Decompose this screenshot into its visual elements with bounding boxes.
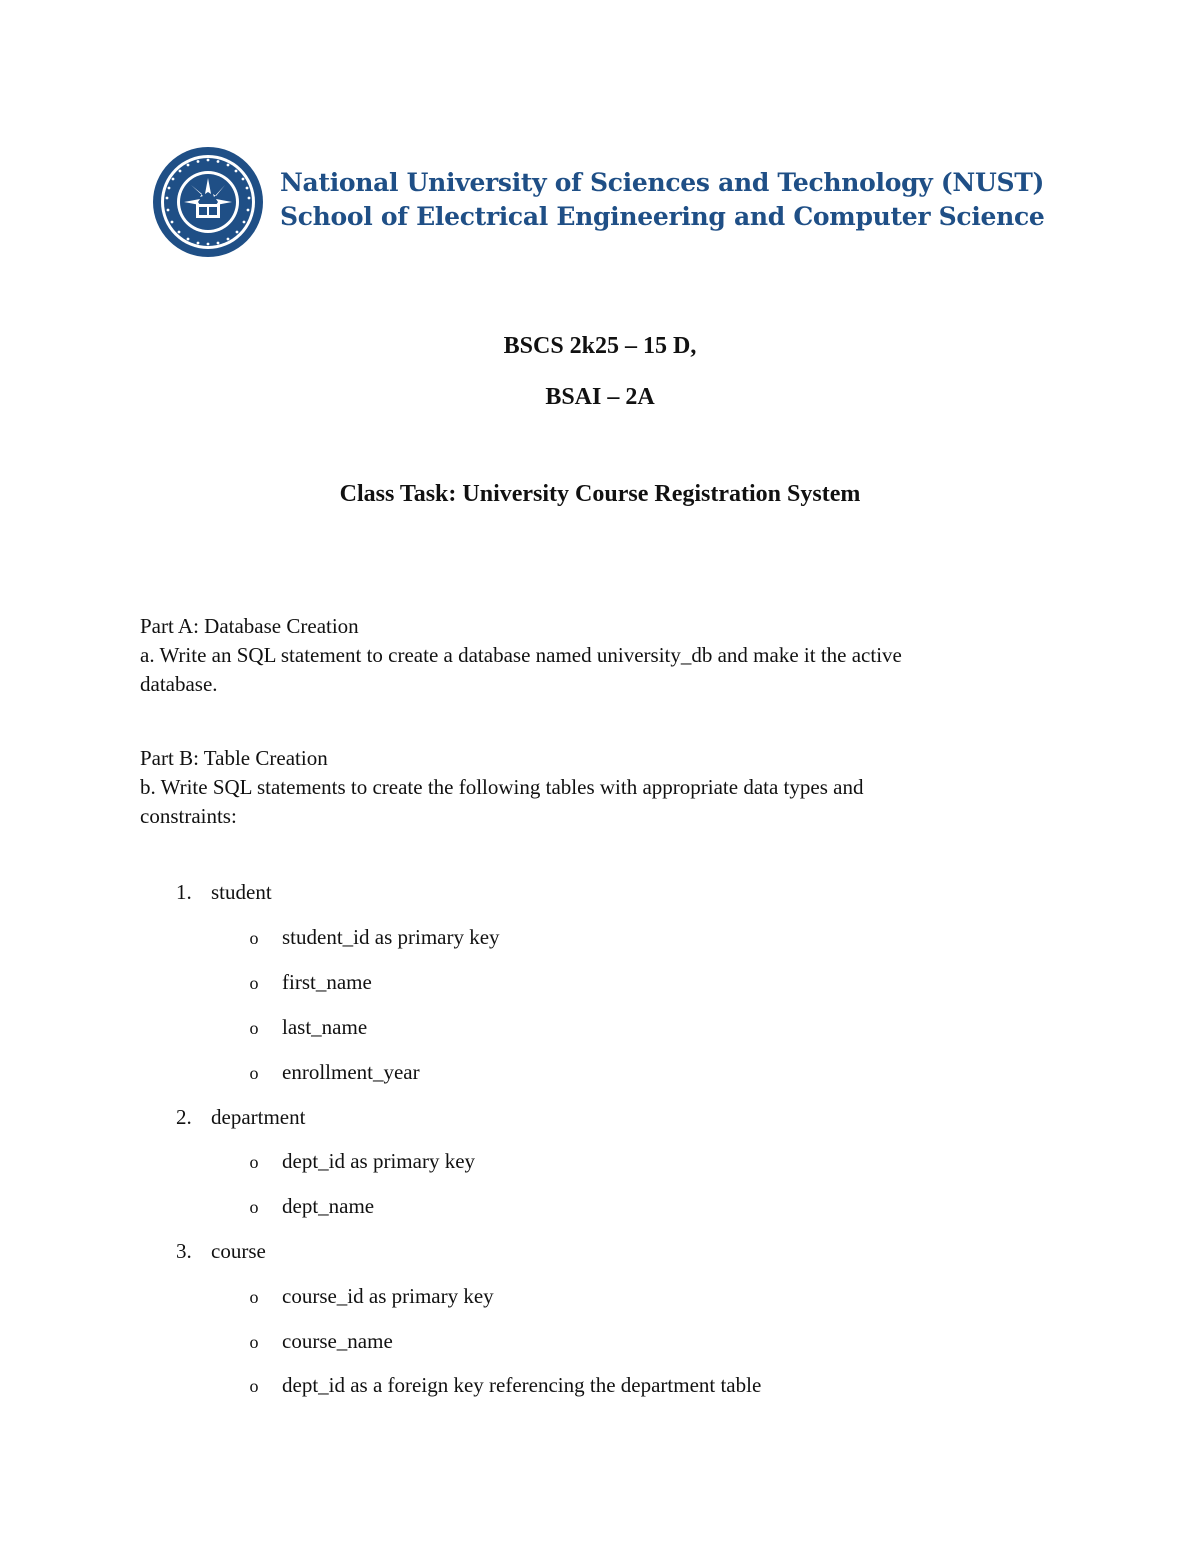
- part-a-heading: Part A: Database Creation: [140, 614, 359, 638]
- part-b-instruction-line2: constraints:: [140, 804, 237, 828]
- field-item: [0, 967, 1200, 997]
- letterhead-text: [280, 166, 1045, 234]
- bullet-icon: o: [249, 1018, 259, 1038]
- task-title: Class Task: University Course Registration System: [339, 481, 861, 507]
- list-number: 1.: [176, 880, 192, 904]
- field-item: [0, 922, 1200, 952]
- program-title-1: BSCS 2k25 – 15 D,: [503, 333, 697, 359]
- program-title-2: BSAI – 2A: [545, 384, 655, 410]
- list-item-course: [0, 1236, 1200, 1266]
- field-text: dept_id as primary key: [282, 1149, 476, 1173]
- bullet-icon: o: [249, 1287, 259, 1307]
- field-text: course_id as primary key: [282, 1284, 494, 1308]
- field-text: course_name: [282, 1329, 393, 1353]
- table-name: student: [211, 880, 272, 904]
- table-name: course: [211, 1239, 266, 1263]
- bullet-icon: o: [249, 973, 259, 993]
- list-item-student: [0, 877, 1200, 907]
- field-item: [0, 1370, 1200, 1400]
- bullet-icon: o: [249, 928, 259, 948]
- school-name: School of Electrical Engineering and Computer Science: [280, 202, 1045, 231]
- part-a-section: [140, 612, 1040, 699]
- field-item: [0, 1146, 1200, 1176]
- bullet-icon: o: [249, 1152, 259, 1172]
- field-item: [0, 1281, 1200, 1311]
- university-name: National University of Sciences and Technology (NUST): [280, 168, 1045, 197]
- table-name: department: [211, 1105, 306, 1129]
- field-text: last_name: [282, 1015, 368, 1039]
- field-item: [0, 1191, 1200, 1221]
- list-number: 3.: [176, 1239, 192, 1263]
- university-seal-logo: [152, 146, 264, 258]
- field-item: [0, 1057, 1200, 1087]
- field-text: student_id as primary key: [282, 925, 500, 949]
- part-a-instruction-line2: database.: [140, 672, 218, 696]
- part-b-section: [140, 744, 1040, 831]
- field-item: [0, 1326, 1200, 1356]
- field-text: dept_name: [282, 1194, 375, 1218]
- part-b-heading: Part B: Table Creation: [140, 746, 328, 770]
- field-text: enrollment_year: [282, 1060, 420, 1084]
- field-item: [0, 1012, 1200, 1042]
- bullet-icon: o: [249, 1063, 259, 1083]
- bullet-icon: o: [249, 1332, 259, 1352]
- part-b-instruction-line1: b. Write SQL statements to create the following tables with appropriate data types and: [140, 775, 864, 799]
- seal-icon: [152, 146, 264, 258]
- list-number: 2.: [176, 1105, 192, 1129]
- list-item-department: [0, 1102, 1200, 1132]
- bullet-icon: o: [249, 1376, 259, 1396]
- field-text: dept_id as a foreign key referencing the department table: [282, 1373, 762, 1397]
- part-a-instruction-line1: a. Write an SQL statement to create a database named university_db and make it the active: [140, 643, 902, 667]
- letterhead: [152, 146, 1052, 258]
- field-text: first_name: [282, 970, 372, 994]
- bullet-icon: o: [249, 1197, 259, 1217]
